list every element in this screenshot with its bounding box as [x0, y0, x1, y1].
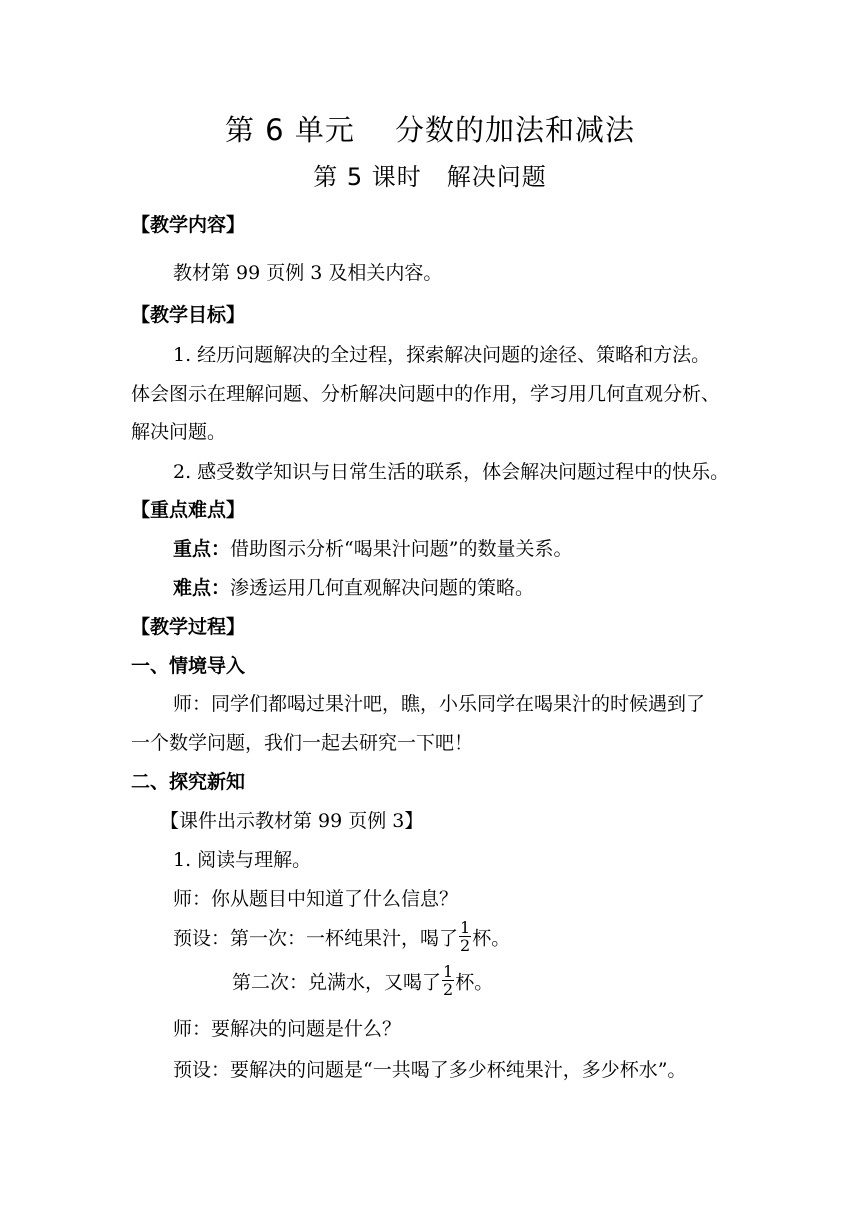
goal-1-line-2: 体会图示在理解问题、分析解决问题中的作用，学习用几何直观分析、	[131, 383, 721, 405]
part-2-heading: 二、探究新知	[131, 771, 246, 793]
part-1-heading: 一、情境导入	[131, 655, 246, 677]
preset-answer-3: 预设：要解决的问题是“一共喝了多少杯纯果汁，多少杯水”。	[173, 1059, 687, 1081]
fraction-denominator-2: 2	[443, 980, 454, 999]
content-text: 教材第 99 页例 3 及相关内容。	[173, 262, 443, 284]
difficulty-point	[173, 576, 534, 600]
preset-1-suffix: 杯。	[472, 927, 511, 950]
preset-answer-1	[173, 918, 511, 957]
goal-2: 2. 感受数学知识与日常生活的联系，体会解决问题过程中的快乐。	[173, 461, 730, 483]
fraction-denominator: 2	[460, 936, 471, 955]
preset-answer-2	[232, 962, 494, 1001]
fraction-one-half	[459, 919, 471, 954]
preset-2-suffix: 杯。	[455, 971, 494, 994]
fraction-one-half-2	[442, 963, 454, 998]
teacher-question-2: 师：要解决的问题是什么？	[173, 1018, 402, 1040]
section-heading-key-points: 【重点难点】	[131, 499, 246, 521]
part-1-line-1: 师：同学们都喝过果汁吧，瞧，小乐同学在喝果汁的时候遇到了	[173, 693, 706, 715]
section-heading-goals: 【教学目标】	[131, 304, 246, 326]
key-point-label: 重点：	[173, 538, 231, 560]
goal-1-line-3: 解决问题。	[131, 421, 227, 443]
key-point-text: 借助图示分析“喝果汁问题”的数量关系。	[230, 538, 573, 560]
teacher-question-1: 师：你从题目中知道了什么信息？	[173, 888, 459, 910]
goal-1-line-1: 1. 经历问题解决的全过程，探索解决问题的途径、策略和方法。	[173, 344, 711, 366]
courseware-note: 【课件出示教材第 99 页例 3】	[160, 810, 424, 832]
preset-1-prefix: 预设：第一次：一杯纯果汁，喝了	[173, 927, 459, 950]
fraction-numerator-2: 1	[443, 962, 454, 981]
difficulty-text: 渗透运用几何直观解决问题的策略。	[230, 577, 535, 599]
fraction-numerator: 1	[460, 918, 471, 937]
lesson-title: 第 5 课时 解决问题	[313, 163, 547, 191]
section-heading-process: 【教学过程】	[131, 616, 246, 638]
section-heading-content: 【教学内容】	[131, 214, 246, 236]
difficulty-label: 难点：	[173, 577, 231, 599]
step-1: 1. 阅读与理解。	[173, 849, 312, 871]
unit-title: 第 6 单元 分数的加法和减法	[224, 113, 636, 147]
part-1-line-2: 一个数学问题，我们一起去研究一下吧！	[131, 732, 474, 754]
preset-2-prefix: 第二次：兑满水，又喝了	[232, 971, 442, 994]
key-point	[173, 537, 572, 561]
